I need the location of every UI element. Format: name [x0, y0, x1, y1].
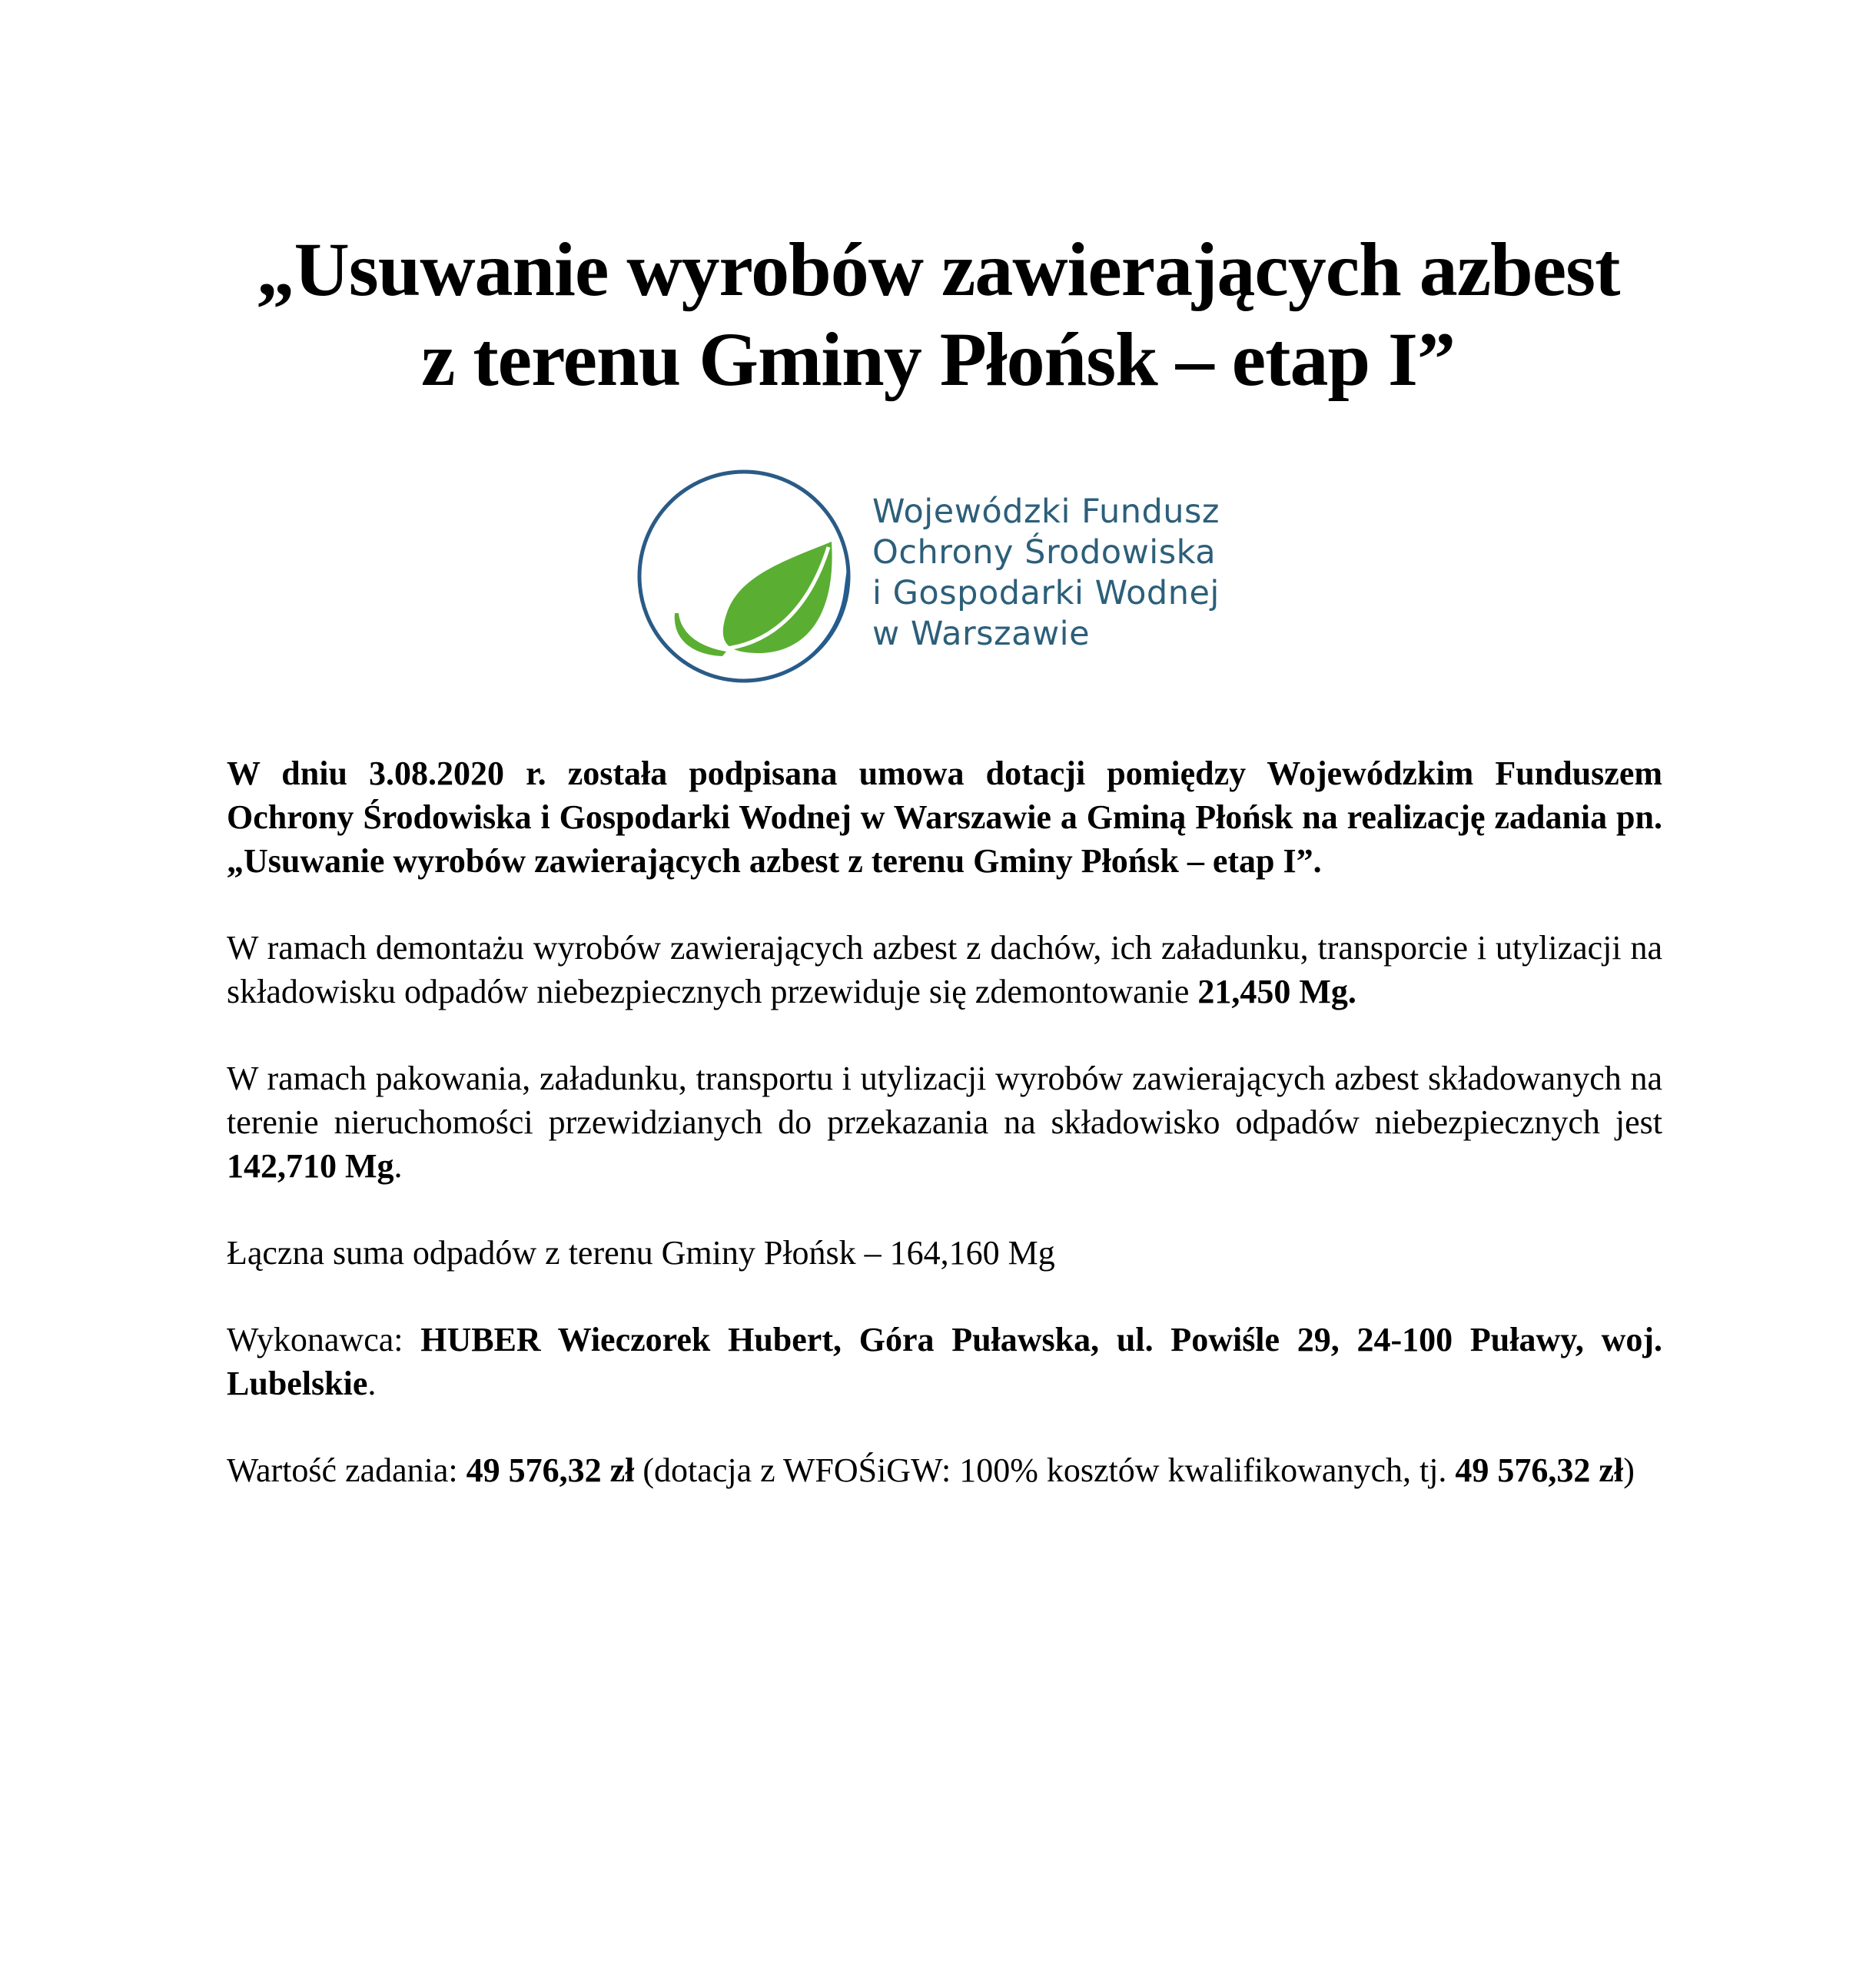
intro-paragraph: W dniu 3.08.2020 r. została podpisana umowa dotacji pomiędzy Wojewódzkim Funduszem Ochrony Środowiska i Gospodarki Wodnej w Warszawie a Gminą Płońsk na realizację zadania pn. „Usuwanie wyrobów zawierających azbest z terenu Gminy Płońsk – etap I”. — [227, 755, 1662, 880]
logo-line-1: Wojewódzki Fundusz — [872, 493, 1220, 531]
logo-text — [872, 492, 1220, 655]
logo-leaf — [723, 542, 832, 653]
packing-text: W ramach pakowania, załadunku, transportu i utylizacji wyrobów zawierających azbest składowanych na terenie nieruchomości przewidzianych do przekazania na składowisko odpadów niebezpiecznych jest — [227, 1060, 1662, 1141]
logo-line-3: i Gospodarki Wodnej — [872, 574, 1220, 612]
document-title — [0, 224, 1876, 404]
value-label: Wartość zadania: — [227, 1451, 467, 1489]
logo-leaf-stem — [675, 613, 726, 656]
packing-suffix: . — [393, 1147, 403, 1185]
value-paragraph — [227, 1448, 1662, 1492]
packing-amount: 142,710 Mg — [227, 1147, 394, 1185]
logo-line-2: Ochrony Środowiska — [872, 533, 1217, 572]
dismantling-paragraph — [227, 926, 1662, 1013]
value-amount: 49 576,32 zł — [466, 1451, 635, 1489]
wfosigw-logo — [584, 446, 1291, 699]
grant-amount: 49 576,32 zł — [1455, 1451, 1624, 1489]
value-close: ) — [1623, 1451, 1635, 1489]
logo-line-4: w Warszawie — [872, 615, 1091, 653]
title-line-1: „Usuwanie wyrobów zawierających azbest — [256, 227, 1620, 312]
total-paragraph: Łączna suma odpadów z terenu Gminy Płońsk – 164,160 Mg — [227, 1234, 1055, 1272]
value-detail: (dotacja z WFOŚiGW: 100% kosztów kwalifikowanych, tj. — [634, 1451, 1456, 1489]
contractor-name: HUBER Wieczorek Hubert, Góra Puławska, ul. Powiśle 29, 24-100 Puławy, woj. Lubelskie — [227, 1321, 1662, 1402]
contractor-label: Wykonawca: — [227, 1321, 421, 1358]
contractor-paragraph — [227, 1318, 1662, 1405]
title-line-2: z terenu Gminy Płońsk – etap I” — [421, 317, 1455, 402]
contractor-suffix: . — [367, 1365, 377, 1402]
leaf-in-circle-icon — [630, 461, 861, 692]
dismantling-amount: 21,450 Mg. — [1197, 973, 1356, 1010]
dismantling-text: W ramach demontażu wyrobów zawierających azbest z dachów, ich załadunku, transporcie i utylizacji na składowisku odpadów niebezpiecznych przewiduje się zdemontowanie — [227, 929, 1662, 1010]
document-body — [227, 751, 1662, 1535]
packing-paragraph — [227, 1056, 1662, 1188]
